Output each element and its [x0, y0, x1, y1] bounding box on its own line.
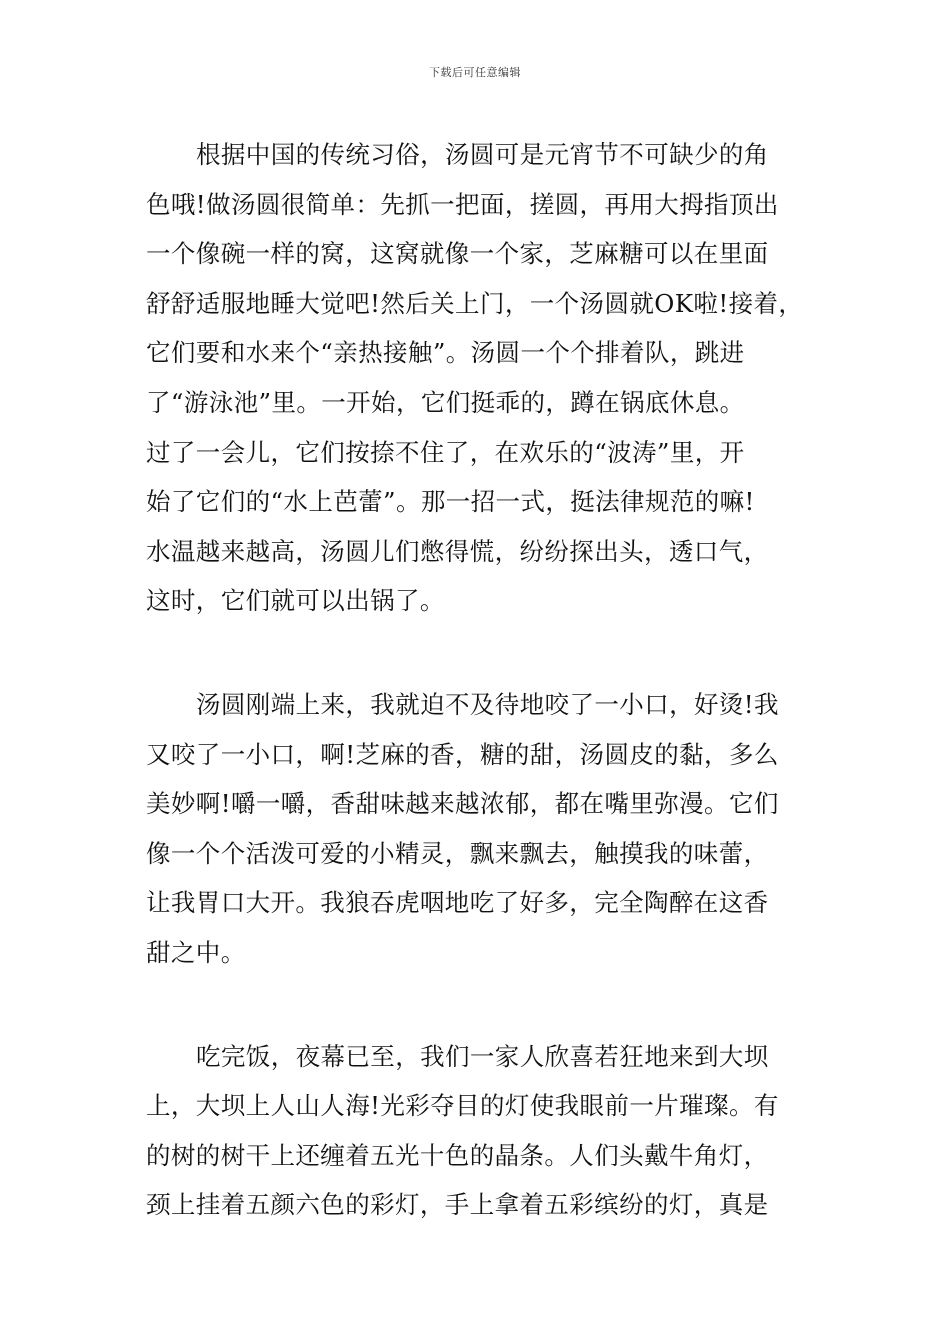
paragraph-line: 过了一会儿，它们按捺不住了，在欢乐的“波涛”里，开 — [146, 437, 745, 467]
paragraph-line: 又咬了一小口，啊!芝麻的香，糖的甜，汤圆皮的黏，多么 — [146, 739, 779, 769]
paragraph-line: 像一个个活泼可爱的小精灵，飘来飘去，触摸我的味蕾， — [146, 838, 769, 868]
paragraph-line: 舒舒适服地睡大觉吧!然后关上门，一个汤圆就OK啦!接着， — [146, 288, 804, 318]
paragraph-line: 根据中国的传统习俗，汤圆可是元宵节不可缺少的角 — [196, 140, 769, 169]
paragraph-gap — [146, 978, 814, 1032]
paragraph-line: 色哦!做汤圆很简单：先抓一把面，搓圆，再用大拇指顶出 — [146, 189, 779, 219]
paragraph-line: 这时，它们就可以出锅了。 — [146, 586, 445, 616]
paragraph-1 — [146, 130, 814, 626]
paragraph-line: 了“游泳池”里。一开始，它们挺乖的，蹲在锅底休息。 — [146, 387, 745, 417]
paragraph-line: 始了它们的“水上芭蕾”。那一招一式，挺法律规范的嘛! — [146, 487, 755, 517]
paragraph-line: 它们要和水来个“亲热接触”。汤圆一个个排着队，跳进 — [146, 338, 745, 368]
header-note: 下载后可任意编辑 — [429, 66, 521, 79]
paragraph-line: 的树的树干上还缠着五光十色的晶条。人们头戴牛角灯， — [146, 1140, 769, 1170]
paragraph-gap — [146, 626, 814, 680]
paragraph-line: 水温越来越高，汤圆儿们憋得慌，纷纷探出头，透口气， — [146, 536, 769, 566]
paragraph-line: 上，大坝上人山人海!光彩夺目的灯使我眼前一片璀璨。有 — [146, 1091, 779, 1121]
paragraph-line: 汤圆刚端上来，我就迫不及待地咬了一小口，好烫!我 — [196, 689, 779, 719]
paragraph-line: 一个像碗一样的窝，这窝就像一个家，芝麻糖可以在里面 — [146, 239, 769, 269]
paragraph-line: 美妙啊!嚼一嚼，香甜味越来越浓郁，都在嘴里弥漫。它们 — [146, 789, 779, 819]
paragraph-line: 吃完饭，夜幕已至，我们一家人欣喜若狂地来到大坝 — [196, 1041, 769, 1071]
paragraph-3 — [146, 1032, 814, 1230]
paragraph-line: 让我胃口大开。我狼吞虎咽地吃了好多，完全陶醉在这香 — [146, 888, 769, 918]
paragraph-2 — [146, 680, 814, 978]
body-text — [146, 130, 814, 1230]
paragraph-line: 颈上挂着五颜六色的彩灯，手上拿着五彩缤纷的灯，真是 — [146, 1190, 769, 1220]
paragraph-line: 甜之中。 — [146, 937, 246, 967]
